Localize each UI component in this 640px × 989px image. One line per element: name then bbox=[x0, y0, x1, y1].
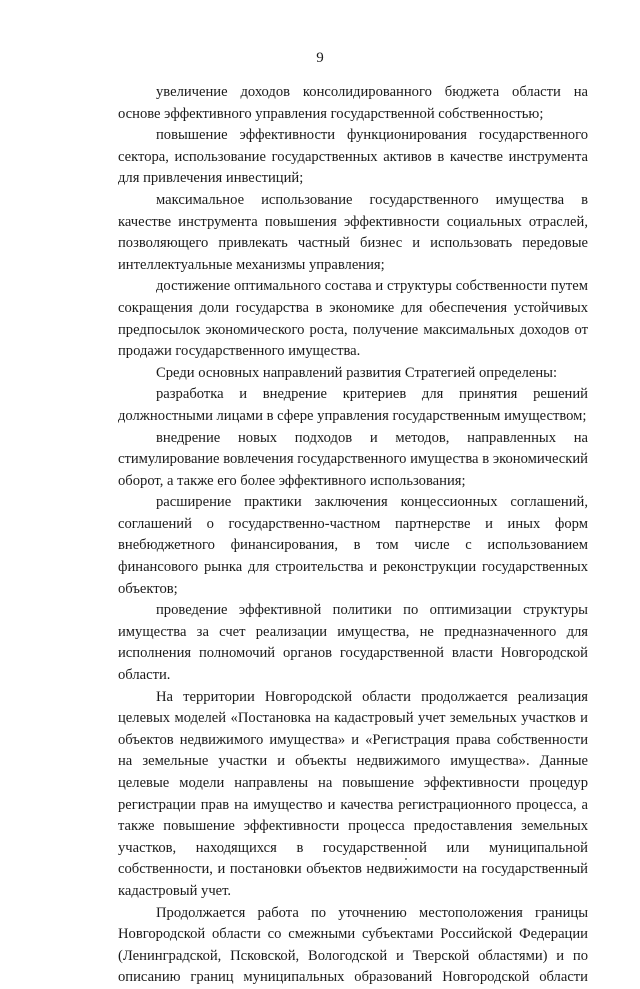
body-text bbox=[118, 82, 588, 989]
paragraph-target-models: На территории Новгородской области продолжается реализация целевых моделей «Постановка на кадастровый учет земельных участков и объектов недвижимого имущества» и «Регистрация права собственности на земельные участки и объекты недвижимого имущества». Данные целевые модели направлены на повышение эффективности процедур регистрации прав на имущество и качества регистрационного процесса, а также повышение эффективности процесса предоставления земельных участков, находящихся в государственной или муниципальной собственности, и постановки объектов недвижимости на государственный кадастровый учет. bbox=[118, 688, 588, 899]
paragraph-strategy-directions-intro: Среди основных направлений развития Стратегией определены: bbox=[156, 364, 557, 381]
paragraph-optimization-policy: проведение эффективной политики по оптимизации структуры имущества за счет реализации имущества, не предназначенного для исполнения полномочий органов государственной власти Новгородской области. bbox=[118, 602, 588, 684]
paragraph-criteria-development: разработка и внедрение критериев для принятия решений должностными лицами в сфере управления государственным имуществом; bbox=[118, 386, 588, 424]
scan-speck bbox=[405, 858, 407, 860]
paragraph-concession-agreements: расширение практики заключения концессионных соглашений, соглашений о государственно-частном партнерстве и иных форм внебюджетного финансирования, в том числе с использованием финансового рынка для строительства и реконструкции государственных объектов; bbox=[118, 494, 588, 597]
paragraph-new-approaches: внедрение новых подходов и методов, направленных на стимулирование вовлечения государственного имущества в экономический оборот, а также его более эффективного использования; bbox=[118, 429, 588, 489]
paragraph-revenue-increase: увеличение доходов консолидированного бюджета области на основе эффективного управления государственной собственностью; bbox=[118, 84, 588, 122]
paragraph-public-sector-efficiency: повышение эффективности функционирования государственного сектора, использование государственных активов в качестве инструмента для привлечения инвестиций; bbox=[118, 127, 588, 187]
paragraph-optimal-structure: достижение оптимального состава и структуры собственности путем сокращения доли государства в экономике для обеспечения устойчивых предпосылок экономического роста, получение максимальных доходов от продажи государственного имущества. bbox=[118, 278, 588, 360]
page-number: 9 bbox=[316, 50, 324, 66]
paragraph-max-use-of-property: максимальное использование государственного имущества в качестве инструмента повышения эффективности социальных отраслей, позволяющего привлекать частный бизнес и использовать передовые интеллектуальные механизмы управления; bbox=[118, 191, 588, 273]
paragraph-border-clarification: Продолжается работа по уточнению местоположения границы Новгородской области со смежными субъектами Российской Федерации (Ленинградской, Псковской, Вологодской и Тверской областями) и по описанию границ муниципальных образований Новгородской области bbox=[118, 904, 588, 986]
